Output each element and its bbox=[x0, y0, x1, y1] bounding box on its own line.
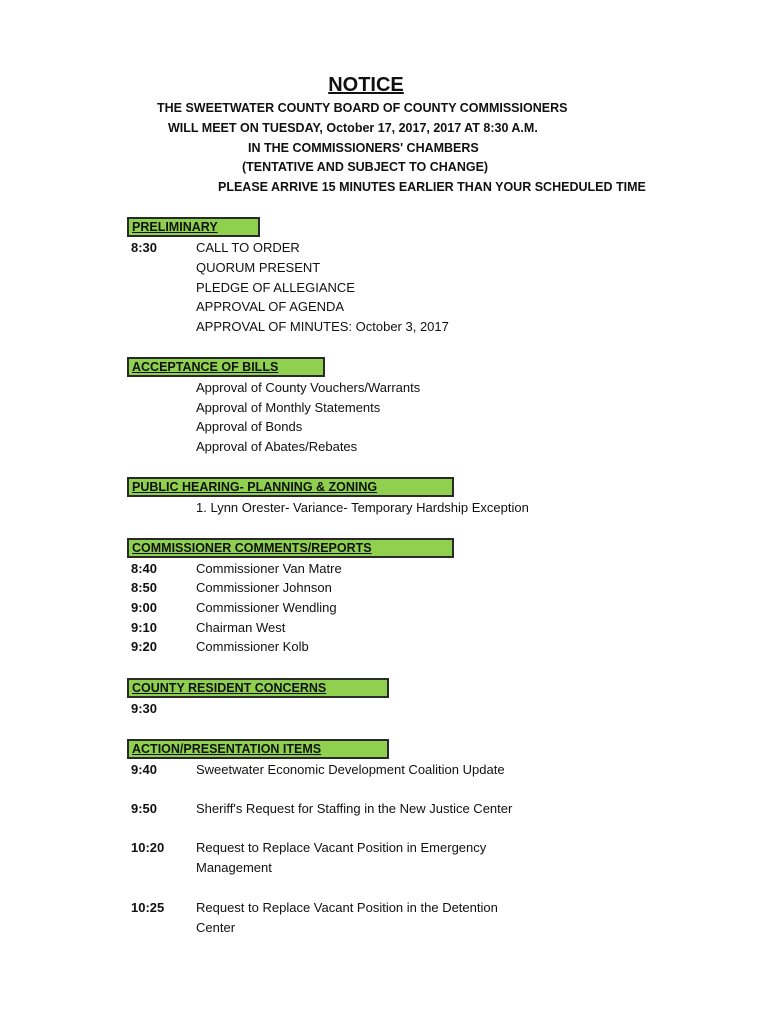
agenda-item: Approval of Monthly Statements bbox=[196, 400, 381, 415]
agenda-time: 10:25 bbox=[131, 900, 165, 915]
agenda-item: APPROVAL OF MINUTES: October 3, 2017 bbox=[196, 319, 449, 334]
agenda-item-continued: Management bbox=[196, 860, 272, 875]
section-heading-label: COUNTY RESIDENT CONCERNS bbox=[132, 681, 327, 695]
agenda-item: Approval of County Vouchers/Warrants bbox=[196, 380, 421, 395]
agenda-time: 8:50 bbox=[131, 580, 158, 595]
agenda-item: Sheriff's Request for Staffing in the New Justice Center bbox=[196, 801, 513, 816]
section-heading-label: COMMISSIONER COMMENTS/REPORTS bbox=[132, 541, 372, 555]
agenda-item: Request to Replace Vacant Position in the Detention bbox=[196, 900, 498, 915]
agenda-time: 10:20 bbox=[131, 840, 165, 855]
notice-line-date: WILL MEET ON TUESDAY, October 17, 2017, 2017 AT 8:30 A.M. bbox=[168, 121, 538, 135]
agenda-item: Commissioner Johnson bbox=[196, 580, 332, 595]
agenda-time: 9:10 bbox=[131, 620, 158, 635]
agenda-item: 1. Lynn Orester- Variance- Temporary Hardship Exception bbox=[196, 500, 529, 515]
notice-line-location: IN THE COMMISSIONERS' CHAMBERS bbox=[248, 141, 479, 155]
agenda-time: 9:20 bbox=[131, 639, 158, 654]
agenda-time: 8:30 bbox=[131, 240, 158, 255]
agenda-item: Sweetwater Economic Development Coalition Update bbox=[196, 762, 505, 777]
agenda-item: Commissioner Wendling bbox=[196, 600, 337, 615]
section-heading-label: PUBLIC HEARING- PLANNING & ZONING bbox=[132, 480, 378, 494]
agenda-item: Approval of Abates/Rebates bbox=[196, 439, 358, 454]
page-title: NOTICE bbox=[328, 74, 404, 96]
agenda-item: Chairman West bbox=[196, 620, 286, 635]
agenda-item: Approval of Bonds bbox=[196, 419, 303, 434]
agenda-time: 9:00 bbox=[131, 600, 158, 615]
agenda-item: APPROVAL OF AGENDA bbox=[196, 299, 345, 314]
agenda-time: 9:30 bbox=[131, 701, 158, 716]
agenda-item: Commissioner Van Matre bbox=[196, 561, 342, 576]
agenda-item: CALL TO ORDER bbox=[196, 240, 300, 255]
agenda-time: 9:50 bbox=[131, 801, 158, 816]
agenda-time: 9:40 bbox=[131, 762, 158, 777]
agenda-item: PLEDGE OF ALLEGIANCE bbox=[196, 280, 355, 295]
agenda-item-continued: Center bbox=[196, 920, 236, 935]
section-heading-action-items bbox=[127, 739, 389, 759]
agenda-time: 8:40 bbox=[131, 561, 158, 576]
section-heading-preliminary bbox=[127, 217, 260, 237]
agenda-item: Request to Replace Vacant Position in Emergency bbox=[196, 840, 487, 855]
section-heading-public-hearing bbox=[127, 477, 454, 497]
notice-line-tentative: (TENTATIVE AND SUBJECT TO CHANGE) bbox=[242, 160, 489, 174]
agenda-item: Commissioner Kolb bbox=[196, 639, 309, 654]
section-heading-bills bbox=[127, 357, 325, 377]
notice-line-arrive: PLEASE ARRIVE 15 MINUTES EARLIER THAN YOUR SCHEDULED TIME bbox=[218, 180, 646, 194]
section-heading-resident-concerns bbox=[127, 678, 389, 698]
section-heading-label: ACTION/PRESENTATION ITEMS bbox=[132, 742, 322, 756]
notice-line-board: THE SWEETWATER COUNTY BOARD OF COUNTY COMMISSIONERS bbox=[157, 101, 568, 115]
section-heading-commissioner-comments bbox=[127, 538, 454, 558]
section-heading-label: PRELIMINARY bbox=[132, 220, 218, 234]
section-heading-label: ACCEPTANCE OF BILLS bbox=[132, 360, 279, 374]
agenda-item: QUORUM PRESENT bbox=[196, 260, 321, 275]
